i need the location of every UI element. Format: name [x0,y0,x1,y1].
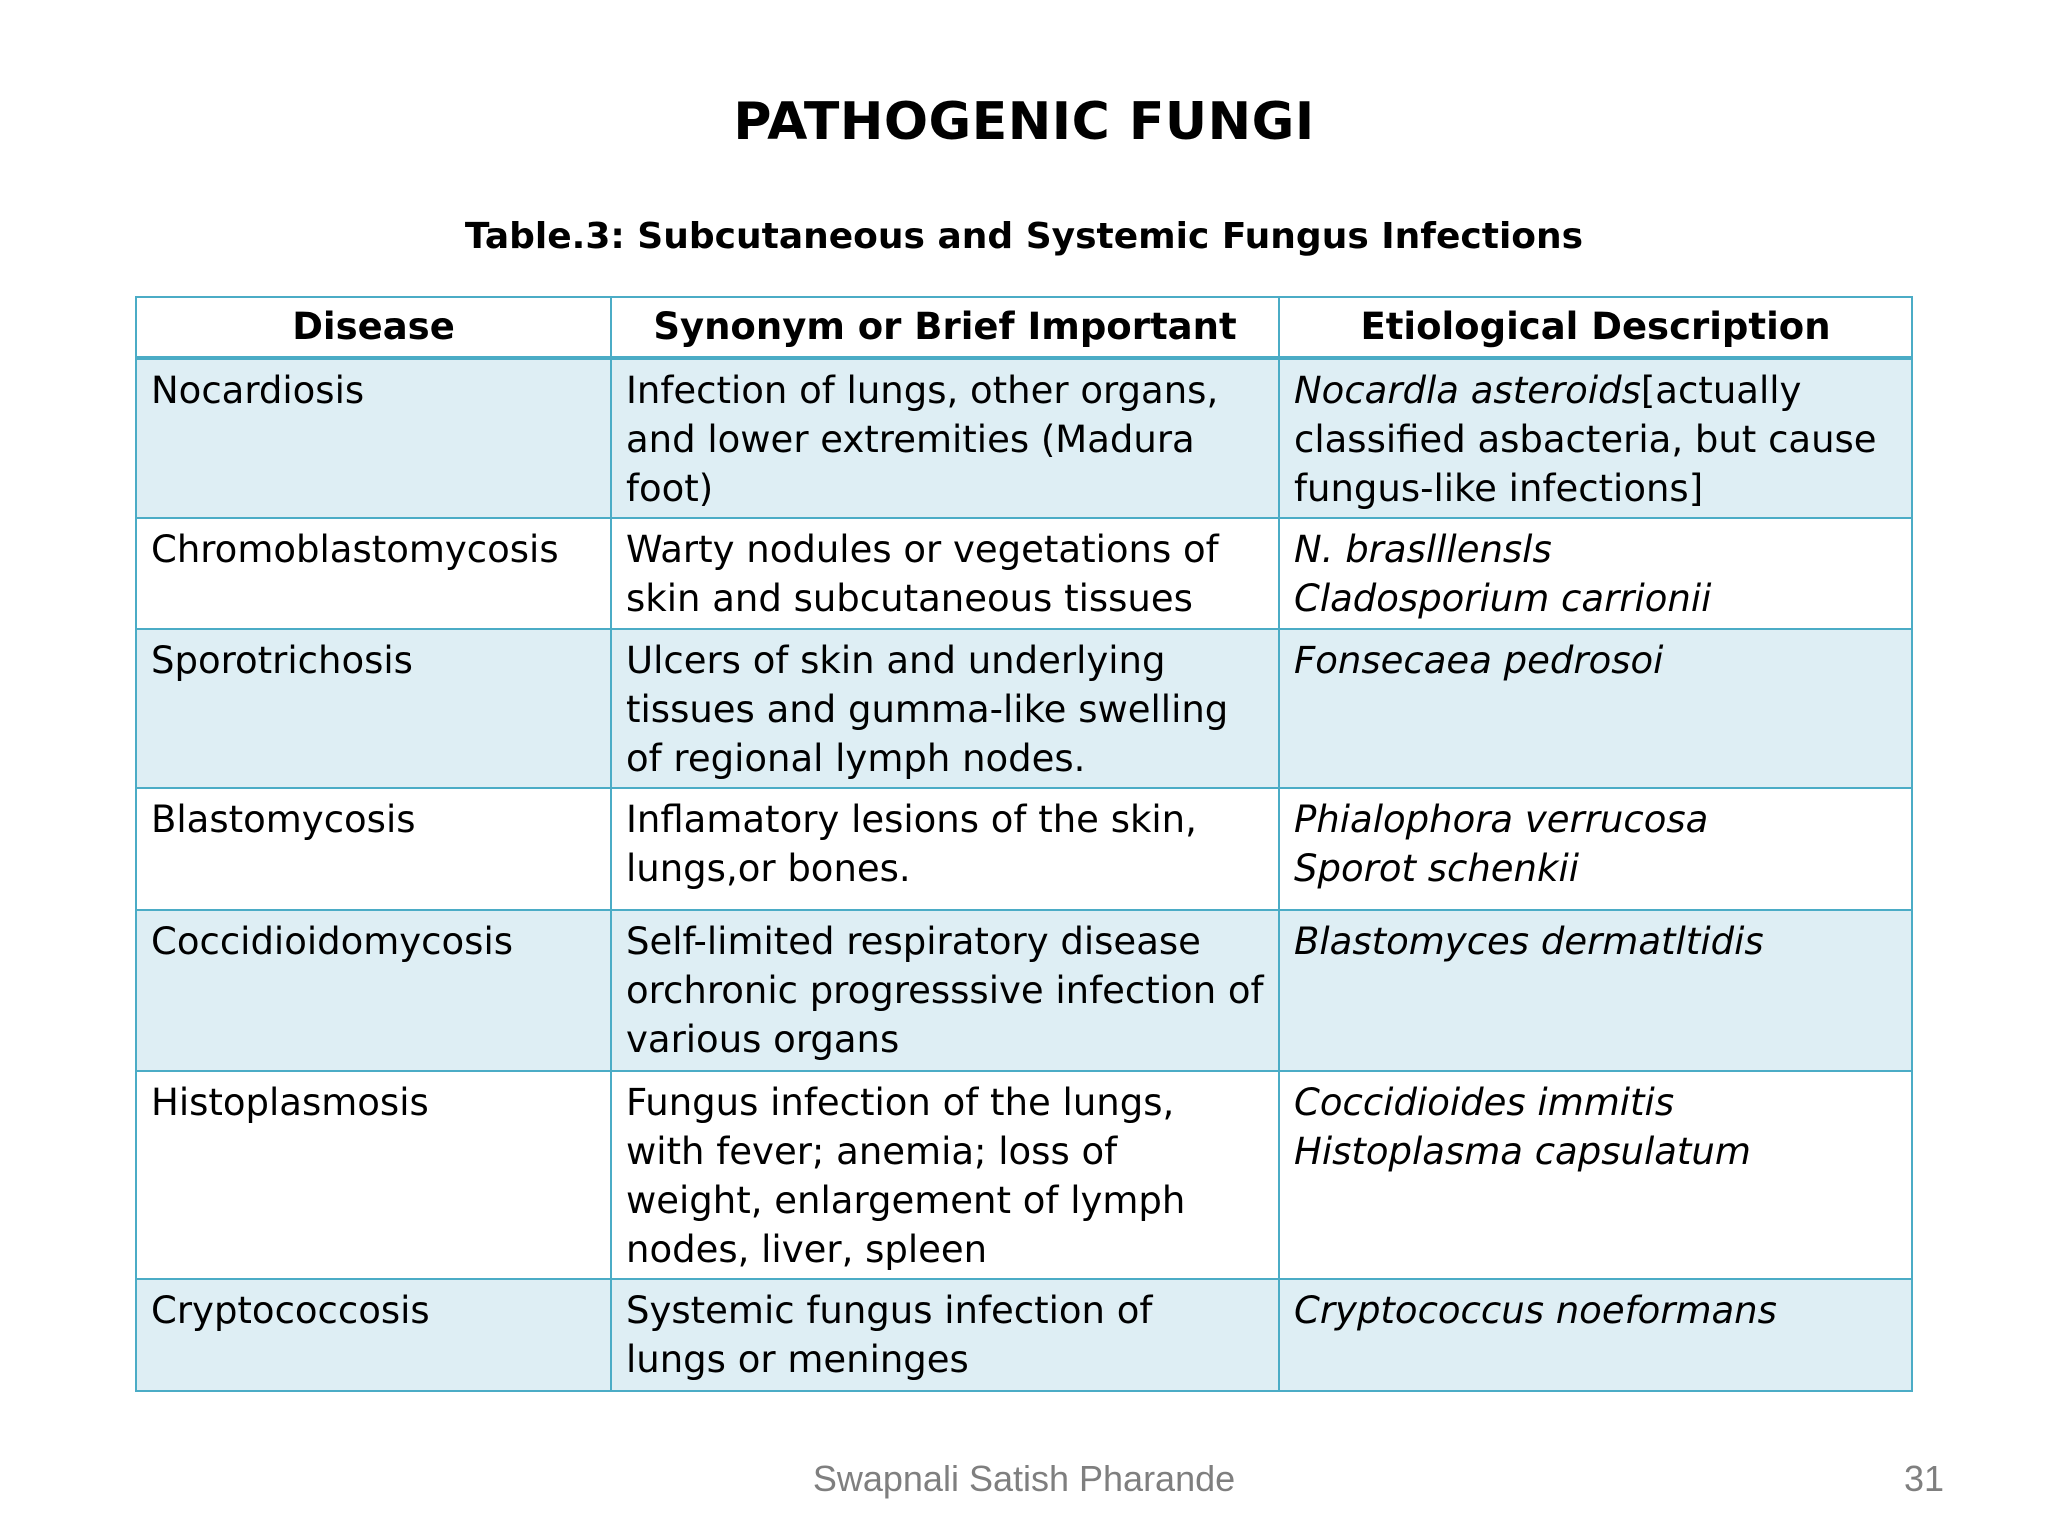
cell-synonym: Systemic fungus infection of lungs or meninges [611,1279,1279,1391]
etiology-organism: Coccidioides immitis [1294,1081,1675,1124]
etiology-organism: N. braslllensls [1294,528,1552,571]
cell-disease: Sporotrichosis [136,629,611,788]
table-row [136,629,1912,788]
cell-disease: Chromoblastomycosis [136,518,611,629]
etiology-organism: Fonsecaea pedrosoi [1294,639,1664,682]
cell-etiology [1279,518,1912,629]
etiology-organism: Sporot schenkii [1294,847,1579,890]
table-caption: Table.3: Subcutaneous and Systemic Fungus Infections [464,216,1584,257]
cell-disease: Histoplasmosis [136,1071,611,1279]
cell-synonym: Fungus infection of the lungs, with fever; anemia; loss of weight, enlargement of lymph nodes, liver, spleen [611,1071,1279,1279]
table-header-row [136,297,1912,358]
page-number: 31 [1903,1458,1944,1499]
etiology-organism: Phialophora verrucosa [1294,798,1709,841]
etiology-organism: Nocardla asteroids [1294,369,1641,412]
cell-disease: Blastomycosis [136,788,611,910]
cell-etiology [1279,910,1912,1071]
cell-etiology [1279,629,1912,788]
cell-disease: Nocardiosis [136,358,611,518]
table-row [136,358,1912,518]
table-row [136,1279,1912,1391]
cell-etiology [1279,788,1912,910]
header-etiology: Etiological Description [1279,297,1912,358]
etiology-organism: Histoplasma capsulatum [1294,1130,1751,1173]
fungus-infections-table [135,296,1913,1392]
cell-disease: Cryptococcosis [136,1279,611,1391]
page-title: PATHOGENIC FUNGI [733,92,1315,152]
cell-synonym: Inflamatory lesions of the skin, lungs,or bones. [611,788,1279,910]
etiology-note: [actually classified asbacteria, but cause fungus-like infections] [1294,369,1877,510]
footer-author: Swapnali Satish Pharande [812,1458,1236,1499]
header-synonym: Synonym or Brief Important [611,297,1279,358]
cell-etiology [1279,1071,1912,1279]
cell-synonym: Self-limited respiratory disease orchronic progresssive infection of various organs [611,910,1279,1071]
cell-synonym: Warty nodules or vegetations of skin and subcutaneous tissues [611,518,1279,629]
table-row [136,788,1912,910]
etiology-organism: Cladosporium carrionii [1294,577,1712,620]
table-row [136,910,1912,1071]
cell-synonym: Infection of lungs, other organs, and lower extremities (Madura foot) [611,358,1279,518]
table-row [136,518,1912,629]
cell-etiology [1279,358,1912,518]
etiology-organism: Blastomyces dermatltidis [1294,920,1764,963]
table-row [136,1071,1912,1279]
cell-synonym: Ulcers of skin and underlying tissues and gumma-like swelling of regional lymph nodes. [611,629,1279,788]
header-disease: Disease [136,297,611,358]
cell-etiology [1279,1279,1912,1391]
etiology-organism: Cryptococcus noeformans [1294,1289,1777,1332]
cell-disease: Coccidioidomycosis [136,910,611,1071]
